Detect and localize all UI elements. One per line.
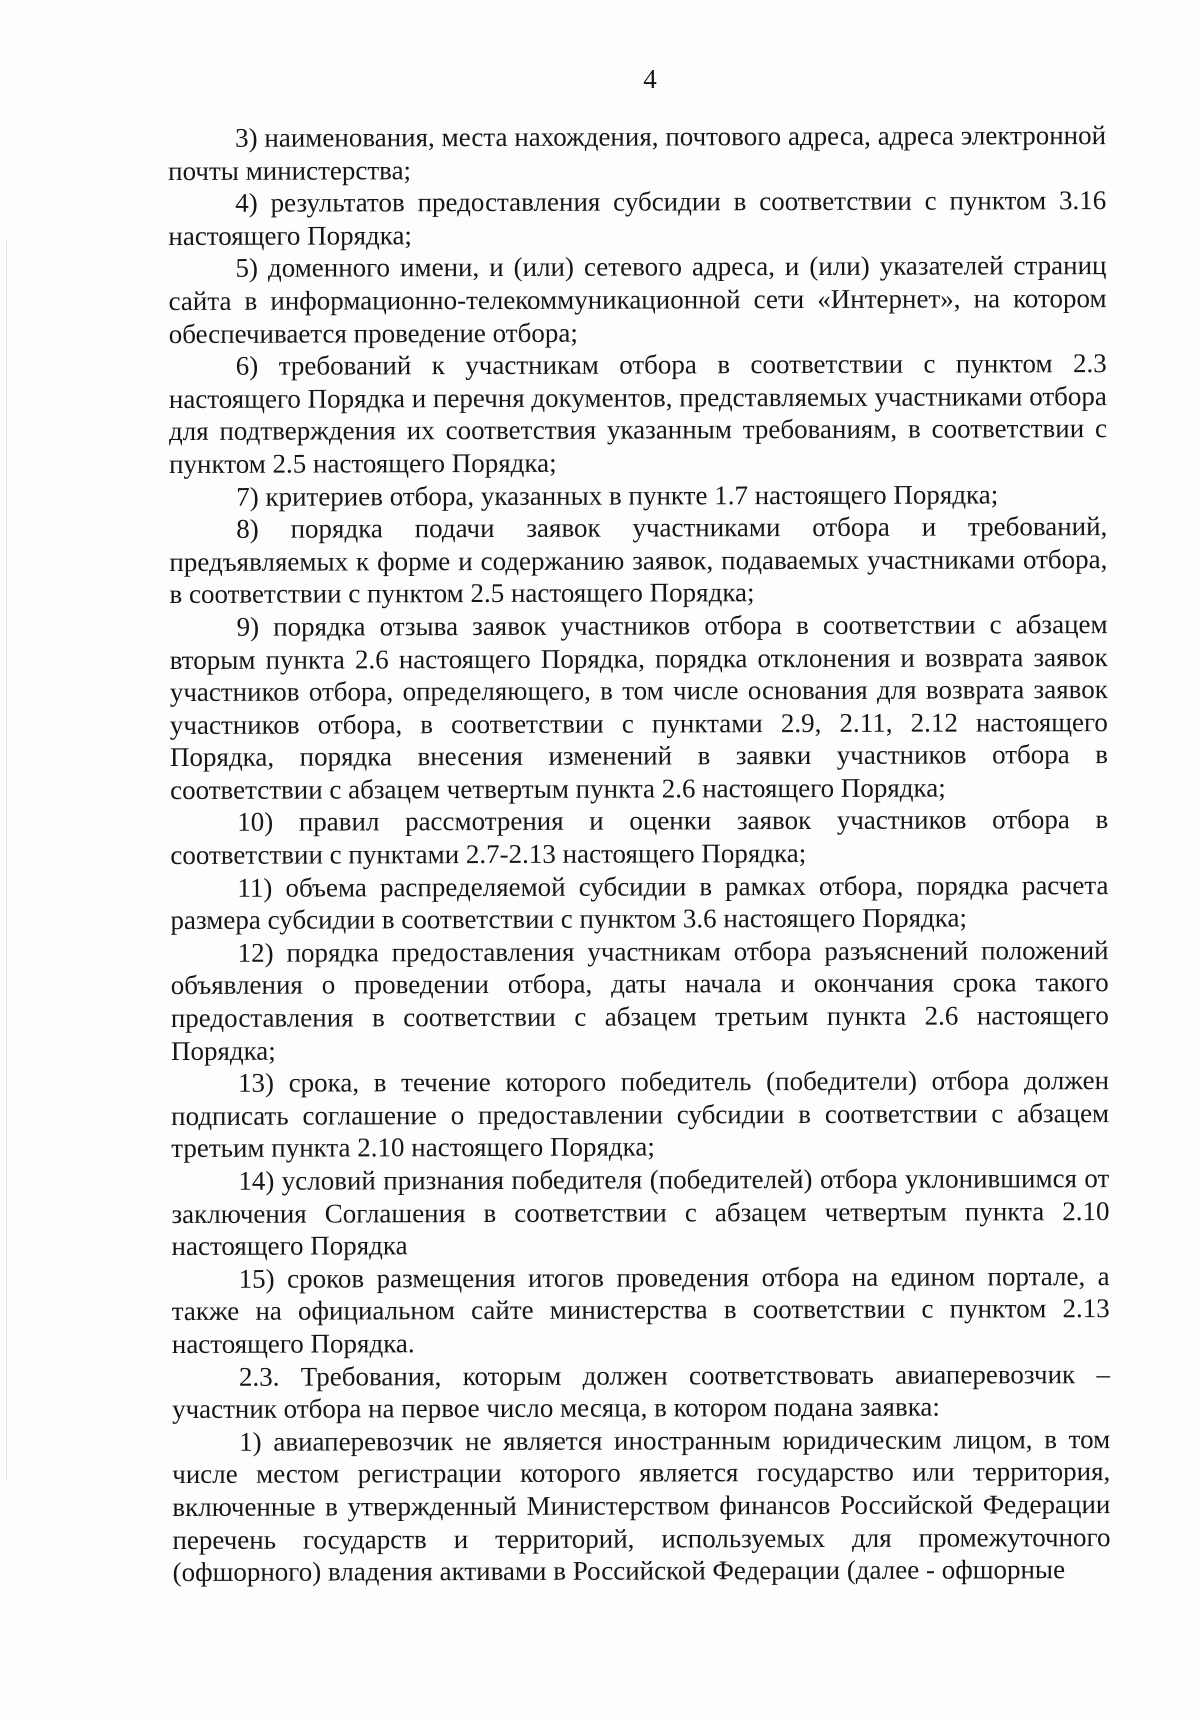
paragraph-item-14: 14) условий признания победителя (победителей) отбора уклонившимся от заключения Соглашения в соответствии с абзацем четвертым пункта 2.10 настоящего Порядка — [171, 1163, 1110, 1262]
scan-edge-line — [6, 240, 7, 1480]
page-number: 4 — [643, 64, 657, 94]
paragraph-item-13: 13) срока, в течение которого победитель (победители) отбора должен подписать соглашение о предоставлении субсидии в соответствии с абзацем третьим пункта 2.10 настоящего Порядка; — [171, 1065, 1110, 1164]
paragraph-item-15: 15) сроков размещения итогов проведения отбора на едином портале, а также на официальном сайте министерства в соответствии с пунктом 2.13 настоящего Порядка. — [171, 1260, 1110, 1359]
paragraph-item-6: 6) требований к участникам отбора в соответствии с пунктом 2.3 настоящего Порядка и перечня документов, представляемых участниками отбора для подтверждения их соответствия указанным требованиям, в соответствии с пунктом 2.5 настоящего Порядка; — [168, 348, 1108, 479]
paragraph-item-7: 7) критериев отбора, указанных в пункте 1.7 настоящего Порядка; — [236, 478, 999, 512]
paragraph-item-10: 10) правил рассмотрения и оценки заявок участников отбора в соответствии с пунктами 2.7-2.13 настоящего Порядка; — [170, 804, 1109, 871]
requirement-item-1: 1) авиаперевозчик не является иностранным юридическим лицом, в том числе местом регистрации которого является государство или территория, включенные в утвержденный Министерством финансов Российской Федерации перечень государств и территорий, используемых для промежуточного (офшорного) владения активами в Российской Федерации (далее - офшорные — [172, 1423, 1111, 1588]
paragraph-item-3: 3) наименования, места нахождения, почтового адреса, адреса электронной почты министерства; — [168, 120, 1107, 186]
paragraph-item-4: 4) результатов предоставления субсидии в соответствии с пунктом 3.16 настоящего Порядка; — [168, 185, 1107, 251]
document-body — [168, 119, 1111, 1589]
paragraph-item-5: 5) доменного имени, и (или) сетевого адреса, и (или) указателей страниц сайта в информационно-телекоммуникационной сети «Интернет», на котором обеспечивается проведение отбора; — [168, 250, 1107, 349]
section-2-3-heading-paragraph: 2.3. Требования, которым должен соответствовать авиаперевозчик – участник отбора на первое число месяца, в котором подана заявка: — [171, 1358, 1110, 1425]
paragraph-item-9: 9) порядка отзыва заявок участников отбора в соответствии с абзацем вторым пункта 2.6 настоящего Порядка, порядка отклонения и возврата заявок участников отбора, определяющего, в том числе основания для возврата заявок участников отбора, в соответствии с пунктами 2.9, 2.11, 2.12 настоящего Порядка, порядка внесения изменений в заявки участников отбора в соответствии с абзацем четвертым пункта 2.6 настоящего Порядка; — [169, 608, 1109, 805]
paragraph-item-11: 11) объема распределяемой субсидии в рамках отбора, порядка расчета размера субсидии в соответствии с пунктом 3.6 настоящего Порядка; — [170, 869, 1109, 936]
paragraph-item-12: 12) порядка предоставления участникам отбора разъяснений положений объявления о проведении отбора, даты начала и окончания срока такого предоставления в соответствии с абзацем третьим пункта 2.6 настоящего Порядка; — [170, 934, 1109, 1066]
paragraph-item-8: 8) порядка подачи заявок участниками отбора и требований, предъявляемых к форме и содержанию заявок, подаваемых участниками отбора, в соответствии с пунктом 2.5 настоящего Порядка; — [169, 511, 1108, 610]
